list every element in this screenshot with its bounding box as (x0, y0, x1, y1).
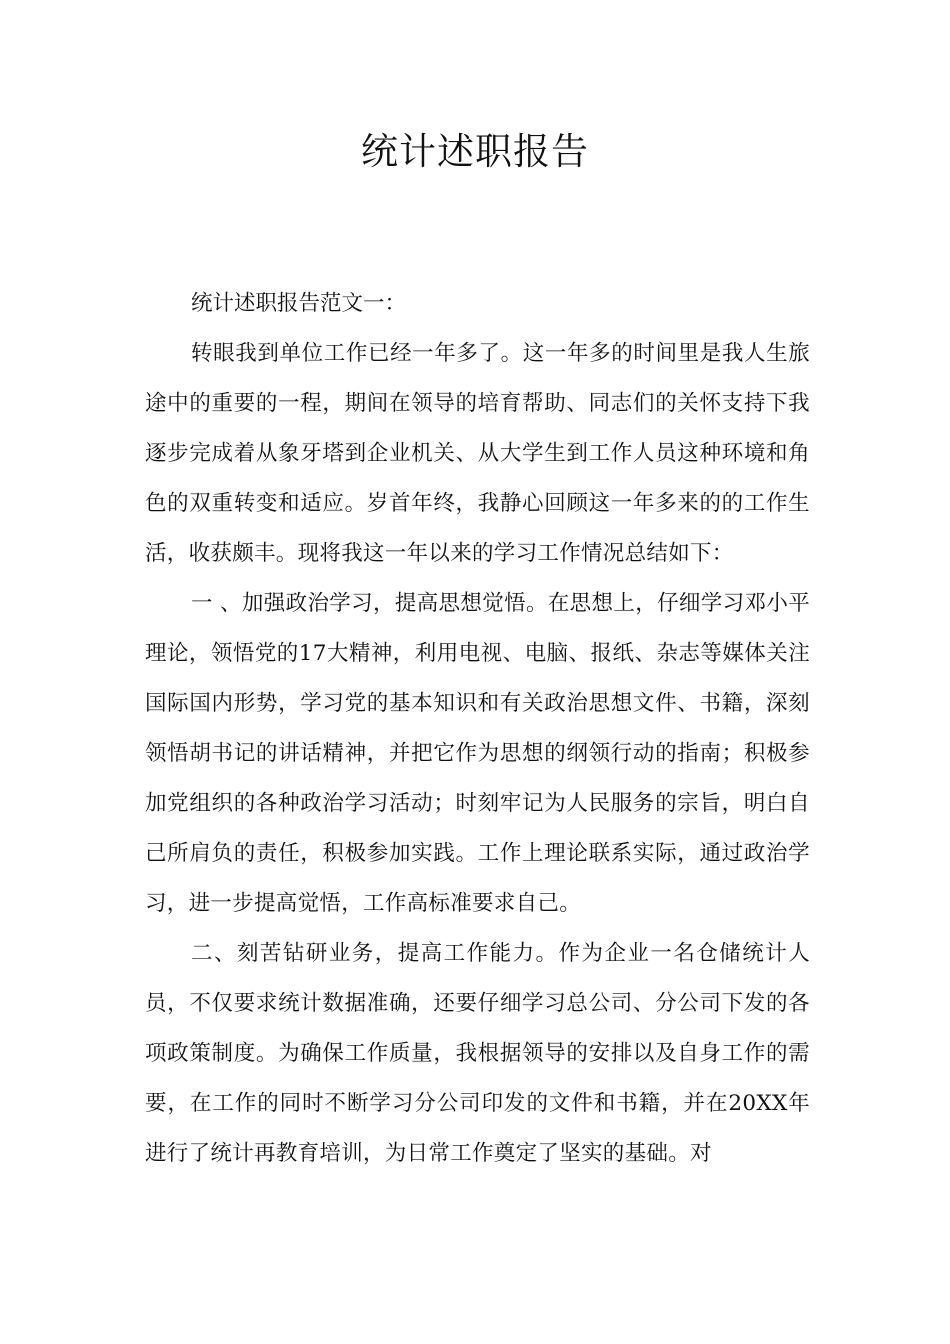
paragraph-political-study: 一 、加强政治学习，提高思想觉悟。在思想上，仔细学习邓小平理论，领悟党的17大精神，利用电视、电脑、报纸、杂志等媒体关注国际国内形势，学习党的基本知识和有关政治思想文件、书籍，深刻领悟胡书记的讲话精神，并把它作为思想的纲领行动的指南；积极参加党组织的各种政治学习活动；时刻牢记为人民服务的宗旨，明白自己所肩负的责任，积极参加实践。工作上理论联系实际，通过政治学习，进一步提高觉悟，工作高标准要求自己。 (145, 591, 810, 916)
document-body (145, 279, 810, 1179)
document-title: 统计述职报告 (361, 130, 589, 173)
document-subtitle: 统计述职报告范文一： (191, 291, 407, 316)
paragraph-business-study: 二、刻苦钻研业务，提高工作能力。作为企业一名仓储统计人员，不仅要求统计数据准确，还要仔细学习总公司、分公司下发的各项政策制度。为确保工作质量，我根据领导的安排以及自身工作的需要，在工作的同时不断学习分公司印发的文件和书籍，并在20XX年进行了统计再教育培训，为日常工作奠定了坚实的基础。对 (145, 941, 810, 1166)
paragraph-intro: 转眼我到单位工作已经一年多了。这一年多的时间里是我人生旅途中的重要的一程，期间在领导的培育帮助、同志们的关怀支持下我逐步完成着从象牙塔到企业机关、从大学生到工作人员这种环境和角色的双重转变和适应。岁首年终，我静心回顾这一年多来的的工作生活，收获颇丰。现将我这一年以来的学习工作情况总结如下： (145, 341, 810, 566)
